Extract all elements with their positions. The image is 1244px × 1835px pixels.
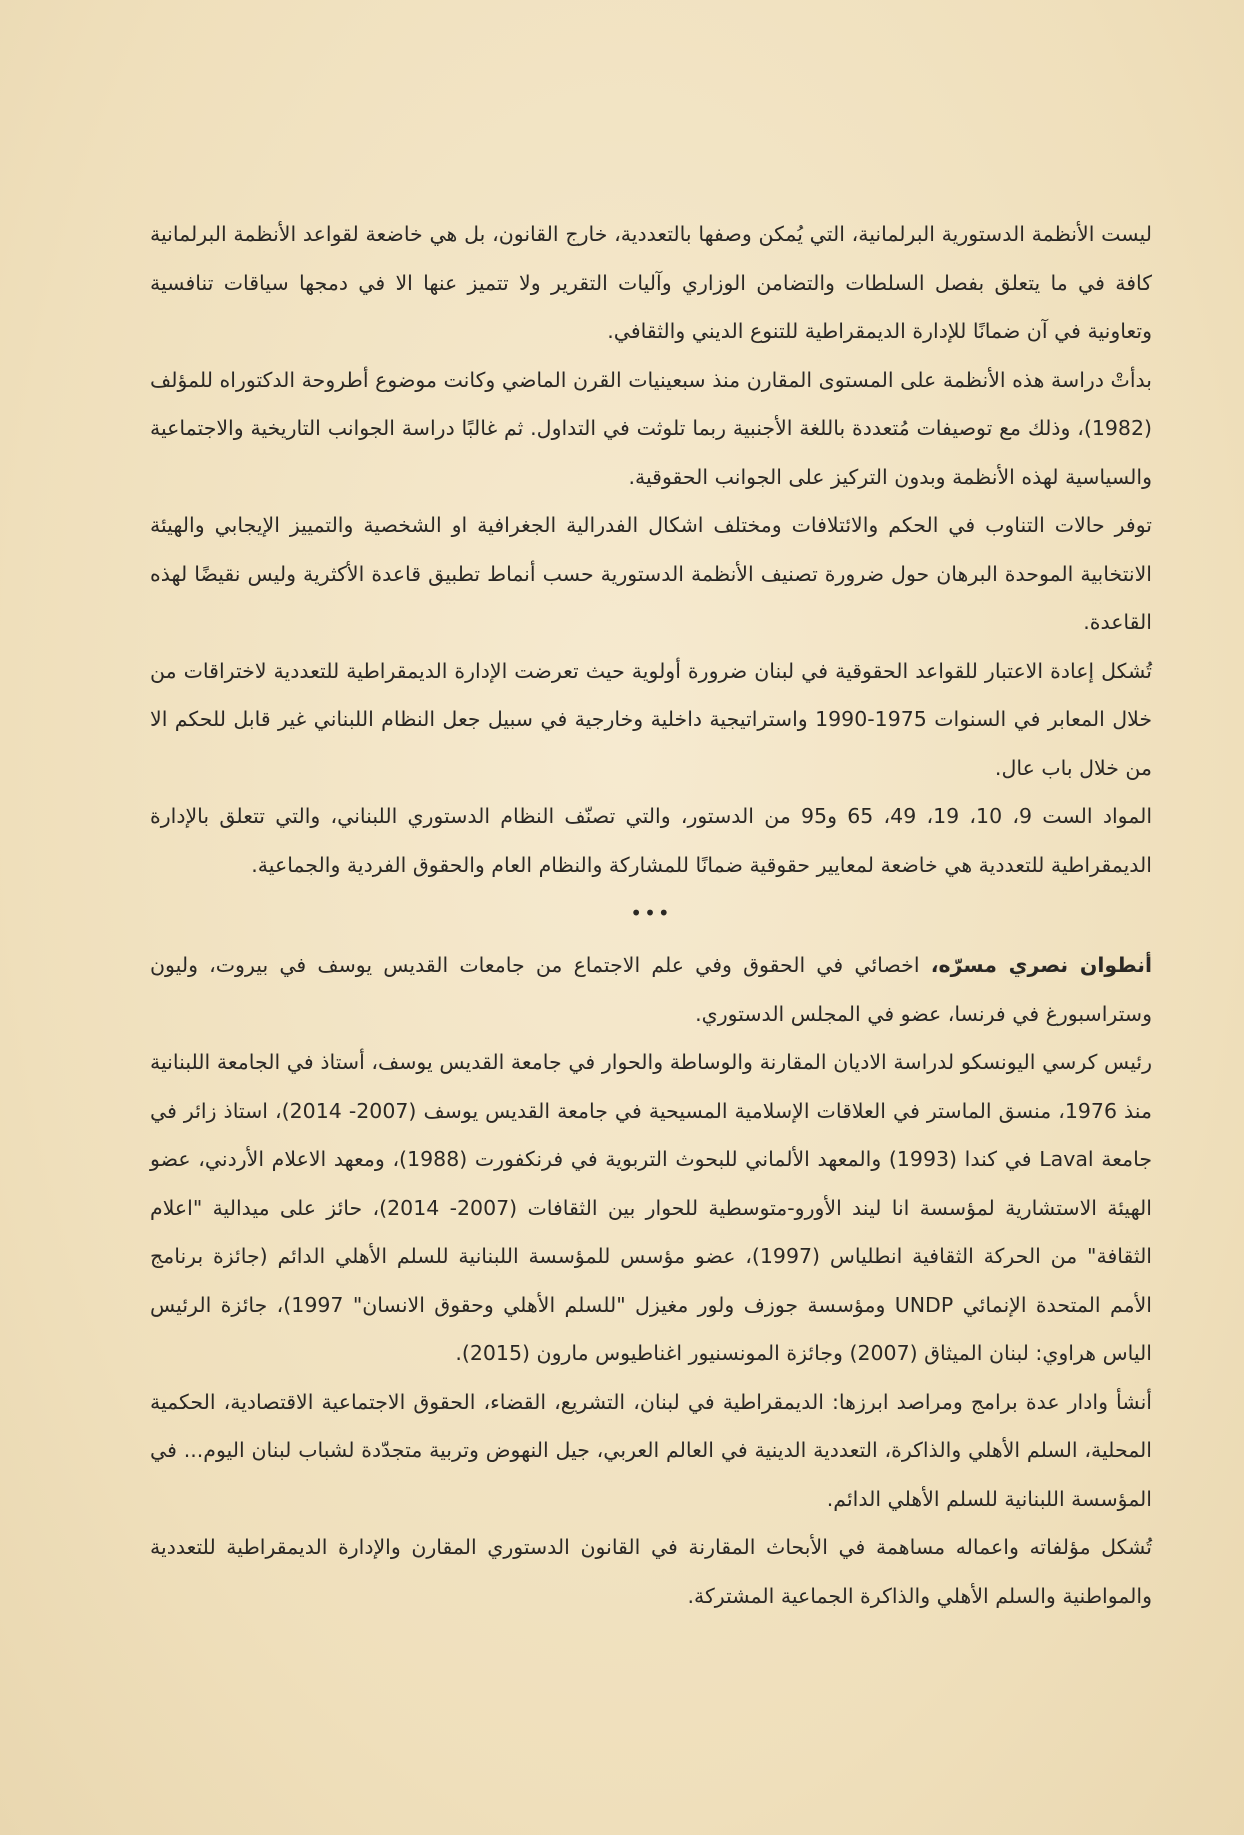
back-cover-text <box>150 210 1152 1620</box>
author-intro-text: اخصائي في الحقوق وفي علم الاجتماع من جامعات القديس يوسف في بيروت، وليون وستراسبورغ في فرنسا، عضو في المجلس الدستوري. <box>150 953 1152 1026</box>
paragraph-study-history: بدأتْ دراسة هذه الأنظمة على المستوى المقارن منذ سبعينيات القرن الماضي وكانت موضوع أطروحة الدكتوراه للمؤلف (1982)، وذلك مع توصيفات مُتعددة باللغة الأجنبية ربما تلوثت في التداول. ثم غالبًا دراسة الجوانب التاريخية والاجتماعية والسياسية لهذه الأنظمة وبدون التركيز على الجوانب الحقوقية. <box>150 367 1152 489</box>
author-bio-works: تُشكل مؤلفاته واعماله مساهمة في الأبحاث المقارنة في القانون الدستوري المقارن والإدارة الديمقراطية للتعددية والمواطنية والسلم الأهلي والذاكرة الجماعية المشتركة. <box>150 1535 1152 1608</box>
author-bio-programs: أنشأ وادار عدة برامج ومراصد ابرزها: الديمقراطية في لبنان، التشريع، القضاء، الحقوق الاجتماعية الاقتصادية، الحكمية المحلية، السلم الأهلي والذاكرة، التعددية الدينية في العالم العربي، جيل النهوض وتربية متجدّدة لشباب لبنان اليوم... في المؤسسة اللبنانية للسلم الأهلي الدائم. <box>150 1389 1152 1511</box>
section-separator: ••• <box>630 901 672 925</box>
author-name: أنطوان نصري مسرّه، <box>930 953 1152 977</box>
paragraph-articles: المواد الست 9، 10، 19، 49، 65 و95 من الدستور، والتي تصنّف النظام الدستوري اللبناني، والتي تتعلق بالإدارة الديمقراطية للتعددية هي خاضعة لمعايير حقوقية ضمانًا للمشاركة والنظام العام والحقوق الفردية والجماعية. <box>150 804 1153 877</box>
paragraph-majority-rule: توفر حالات التناوب في الحكم والائتلافات ومختلف اشكال الفدرالية الجغرافية او الشخصية والتمييز الإيجابي والهيئة الانتخابية الموحدة البرهان حول ضرورة تصنيف الأنظمة الدستورية حسب أنماط تطبيق قاعدة الأكثرية وليس نقيضًا لهذه القاعدة. <box>150 513 1152 634</box>
author-bio-positions: رئيس كرسي اليونسكو لدراسة الاديان المقارنة والوساطة والحوار في جامعة القديس يوسف، أستاذ في الجامعة اللبنانية منذ 1976، منسق الماستر في العلاقات الإسلامية المسيحية في جامعة القديس يوسف (2007- 2014)، استاذ زائر في جامعة Laval في كندا (1993) والمعهد الألماني للبحوث التربوية في فرنكفورت (1988)، ومعهد الاعلام الأردني، عضو الهيئة الاستشارية لمؤسسة انا ليند الأورو-متوسطية للحوار بين الثقافات (2007- 2014)، حائز على ميدالية "اعلام الثقافة" من الحركة الثقافية انطلياس (1997)، عضو مؤسس للمؤسسة اللبنانية للسلم الأهلي الدائم (جائزة برنامج الأمم المتحدة الإنمائي UNDP ومؤسسة جوزف ولور مغيزل "للسلم الأهلي وحقوق الانسان" 1997)، جائزة الرئيس الياس هراوي: لبنان الميثاق (2007) وجائزة المونسنيور اغناطيوس مارون (2015). <box>150 1050 1153 1365</box>
paragraph-systems: ليست الأنظمة الدستورية البرلمانية، التي يُمكن وصفها بالتعددية، خارج القانون، بل هي خاضعة لقواعد الأنظمة البرلمانية كافة في ما يتعلق بفصل السلطات والتضامن الوزاري وآليات التقرير ولا تتميز عنها الا في دمجها سياقات تنافسية وتعاونية في آن ضمانًا للإدارة الديمقراطية للتنوع الديني والثقافي. <box>150 222 1152 343</box>
author-intro <box>150 941 1152 1038</box>
paragraph-lebanon: تُشكل إعادة الاعتبار للقواعد الحقوقية في لبنان ضرورة أولوية حيث تعرضت الإدارة الديمقراطية للتعددية لاختراقات من خلال المعابر في السنوات 1975-1990 واستراتيجية داخلية وخارجية في سبيل جعل النظام اللبناني غير قابل للحكم الا من خلال باب عال. <box>150 658 1152 780</box>
